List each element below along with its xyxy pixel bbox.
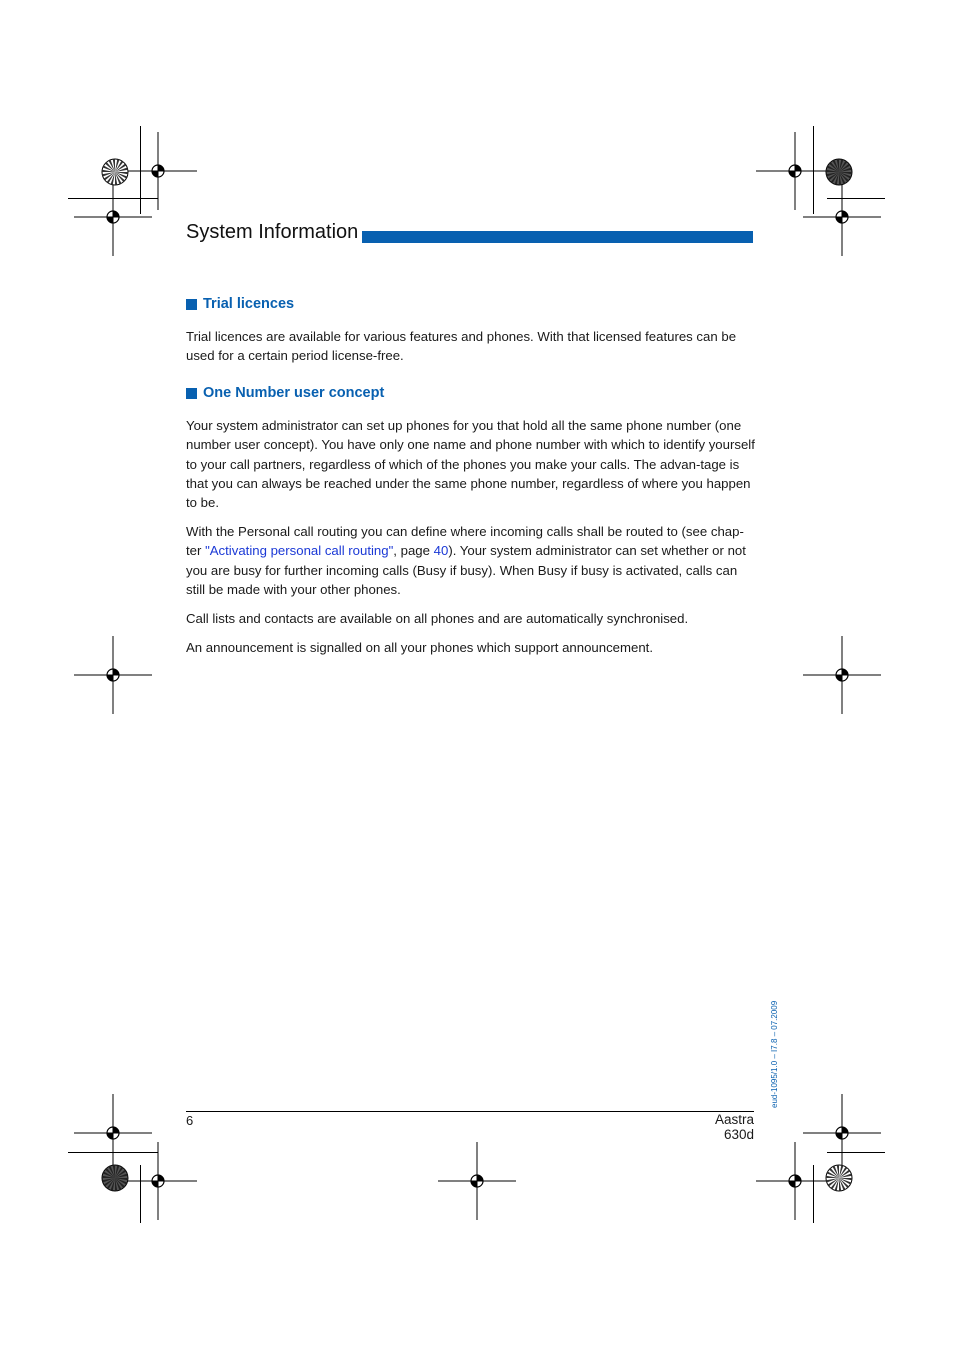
text-segment: ). Your system administrator can set whether or not you are busy for further incoming calls (Busy if busy). When Busy if busy is activated, calls can still be made with your other phones. — [186, 543, 746, 597]
section-heading-one-number — [186, 385, 384, 401]
registration-mark-icon — [756, 1142, 834, 1220]
color-target-icon — [101, 1164, 129, 1192]
color-target-icon — [825, 1164, 853, 1192]
title-bar-decoration — [362, 231, 753, 243]
page-title: System Information — [186, 221, 359, 243]
registration-mark-icon — [438, 1142, 516, 1220]
document-code: eud-1095/1.0 – I7.8 – 07.2009 — [770, 1000, 779, 1108]
paragraph-text: An announcement is signalled on all your phones which support announcement. — [186, 640, 653, 655]
registration-mark-icon — [119, 1142, 197, 1220]
paragraph-trial-licences — [186, 327, 758, 366]
product-name: Aastra 630d — [714, 1112, 754, 1142]
paragraph-text: Trial licences are available for various features and phones. With that licensed features can be used for a certain period license-free. — [186, 329, 737, 364]
paragraph-text: Your system administrator can set up phones for you that hold all the same phone number (one number user concept). You have only one name and phone number with which to identify yourself to your call partners, regardless of which of the phones you make your calls. The advan-tage is that you can always be reached under the same phone number, regardless of where you happen to be. — [186, 418, 755, 511]
paragraph-announcement — [186, 638, 758, 657]
registration-mark-icon — [74, 178, 152, 256]
text-segment: , page — [393, 543, 434, 559]
section-heading-text: Trial licences — [203, 296, 295, 312]
footer-rule — [186, 1111, 754, 1112]
link-activating-personal-call-routing[interactable]: "Activating personal call routing" — [205, 543, 394, 559]
section-heading-text: One Number user concept — [203, 385, 385, 401]
registration-mark-icon — [74, 636, 152, 714]
text-segment: With the Personal call routing you can define where incoming calls shall be routed to (see chap-ter — [186, 524, 744, 559]
color-target-icon — [101, 158, 129, 186]
bullet-square-icon — [186, 388, 197, 399]
paragraph-one-number-intro — [186, 416, 758, 512]
section-heading-trial-licences — [186, 296, 294, 312]
paragraph-personal-call-routing — [186, 522, 758, 599]
paragraph-call-lists — [186, 609, 758, 628]
registration-mark-icon — [803, 178, 881, 256]
paragraph-text — [186, 522, 758, 599]
link-page-number[interactable]: 40 — [433, 543, 449, 559]
page-number: 6 — [186, 1113, 194, 1128]
paragraph-text: Call lists and contacts are available on all phones and are automatically synchronised. — [186, 611, 689, 626]
color-target-icon — [825, 158, 853, 186]
bullet-square-icon — [186, 299, 197, 310]
registration-mark-icon — [803, 636, 881, 714]
